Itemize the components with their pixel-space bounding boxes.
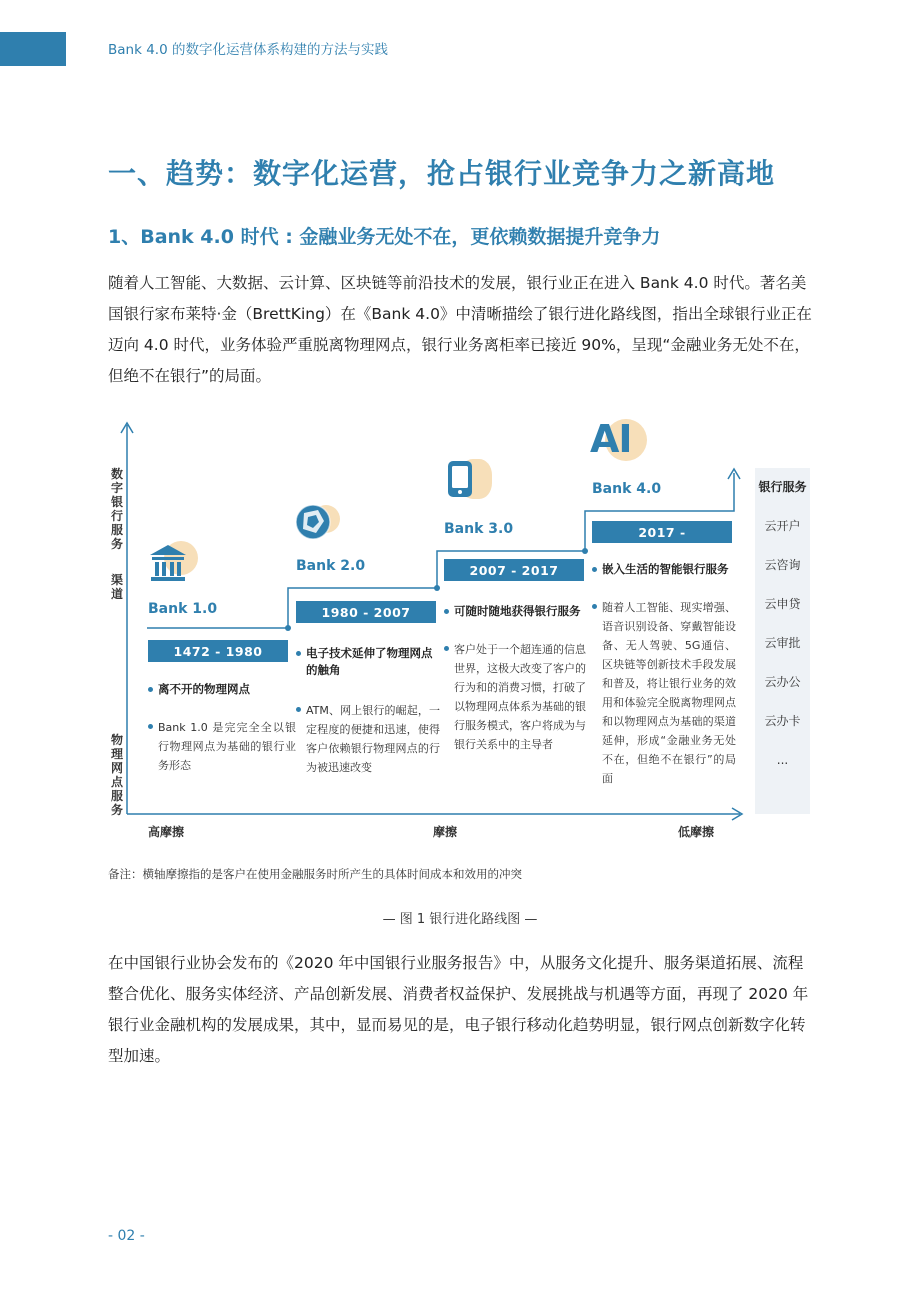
report-paragraph: 在中国银行业协会发布的《2020 年中国银行业服务报告》中，从服务文化提升、服务渠道拓展、流程整合优化、服务实体经济、产品创新发展、消费者权益保护、发展挑战与机遇等方面，再现了 2020 年银行业金融机构的发展成果，其中，显而易见的是，电子银行移动化趋势明显，银行网点创新数字化转型加速。 [108, 954, 809, 1065]
stage-title-bank4: 嵌入生活的智能银行服务 [592, 561, 747, 578]
year-bar-bank2: 1980 - 2007 [296, 601, 436, 623]
service-item: 云咨询 [764, 558, 801, 572]
year-bar-bank1: 1472 - 1980 [148, 640, 288, 662]
section-heading: 一、趋势：数字化运营，抢占银行业竞争力之新高地 [108, 157, 776, 190]
service-item: 云审批 [764, 636, 801, 650]
globe-network-icon [294, 503, 332, 541]
stage-body-bank4: 随着人工智能、现实增强、语音识别设备、穿戴智能设备、无人驾驶、5G通信、区块链等创新技术手段发展和普及，将让银行业务的效用和体验完全脱离物理网点和以物理网点为基础的渠道延伸，形成“金融业务无处不在，但绝不在银行”的局面 [592, 598, 736, 788]
year-bar-bank3: 2007 - 2017 [444, 559, 584, 581]
figure-note: 备注：横轴摩擦指的是客户在使用金融服务时所产生的具体时间成本和效用的冲突 [108, 867, 522, 881]
ai-icon: AI [590, 417, 632, 461]
service-item: 云办公 [764, 675, 801, 689]
figure-caption: — 图 1 银行进化路线图 — [382, 912, 538, 927]
bank-building-icon [148, 543, 188, 583]
stage-title-bank2: 电子技术延伸了物理网点的触角 [296, 645, 440, 679]
y-axis-label-digital: 数字银行服务 [110, 467, 123, 551]
era-label-bank1: Bank 1.0 [148, 601, 218, 617]
bank-services-panel [755, 468, 810, 814]
era-label-bank4: Bank 4.0 [592, 481, 662, 497]
subsection-heading: 1、Bank 4.0 时代 : 金融业务无处不在，更依赖数据提升竞争力 [108, 226, 661, 248]
stage-body-bank1: Bank 1.0 是完完全全以银行物理网点为基础的银行业务形态 [148, 718, 296, 775]
page-number: - 02 - [108, 1228, 145, 1244]
stage-body-bank2: ATM、网上银行的崛起，一定程度的便捷和迅速，使得客户依赖银行物理网点的行为被迅速改变 [296, 701, 440, 777]
services-header: 银行服务 [758, 480, 807, 494]
service-item: 云开户 [764, 519, 801, 533]
service-item: ... [776, 753, 789, 767]
service-item: 云申贷 [764, 597, 801, 611]
intro-paragraph: 随着人工智能、大数据、云计算、区块链等前沿技术的发展，银行业正在进入 Bank 4.0 时代。著名美国银行家布莱特·金（BrettKing）在《Bank 4.0》中清晰描绘了银行进化路线图，指出全球银行业正在迈向 4.0 时代，业务体验严重脱离物理网点，银行业务离柜率已接近 90%，呈现“金融业务无处不在，但绝不在银行”的局面。 [108, 274, 812, 385]
service-item: 云办卡 [764, 714, 801, 728]
x-axis-label-mid: 摩擦 [433, 825, 458, 839]
x-axis-label-low: 低摩擦 [678, 825, 715, 839]
smartphone-icon [445, 459, 477, 501]
header-accent-bar [0, 32, 66, 66]
stage-title-bank3: 可随时随地获得银行服务 [444, 603, 594, 620]
y-axis-label-physical: 物理网点服务 [110, 733, 123, 817]
year-bar-bank4: 2017 - [592, 521, 732, 543]
era-label-bank2: Bank 2.0 [296, 558, 366, 574]
era-label-bank3: Bank 3.0 [444, 521, 514, 537]
stage-body-bank3: 客户处于一个超连通的信息世界，这极大改变了客户的行为和的消费习惯，打破了以物理网点体系为基础的银行服务模式，客户将成为与银行关系中的主导者 [444, 640, 586, 754]
y-axis-label-channel: 渠道 [110, 573, 123, 601]
stage-title-bank1: 离不开的物理网点 [148, 681, 296, 698]
x-axis-label-high: 高摩擦 [148, 825, 185, 839]
running-header: Bank 4.0 的数字化运营体系构建的方法与实践 [108, 42, 388, 58]
bank-evolution-figure [100, 415, 820, 845]
